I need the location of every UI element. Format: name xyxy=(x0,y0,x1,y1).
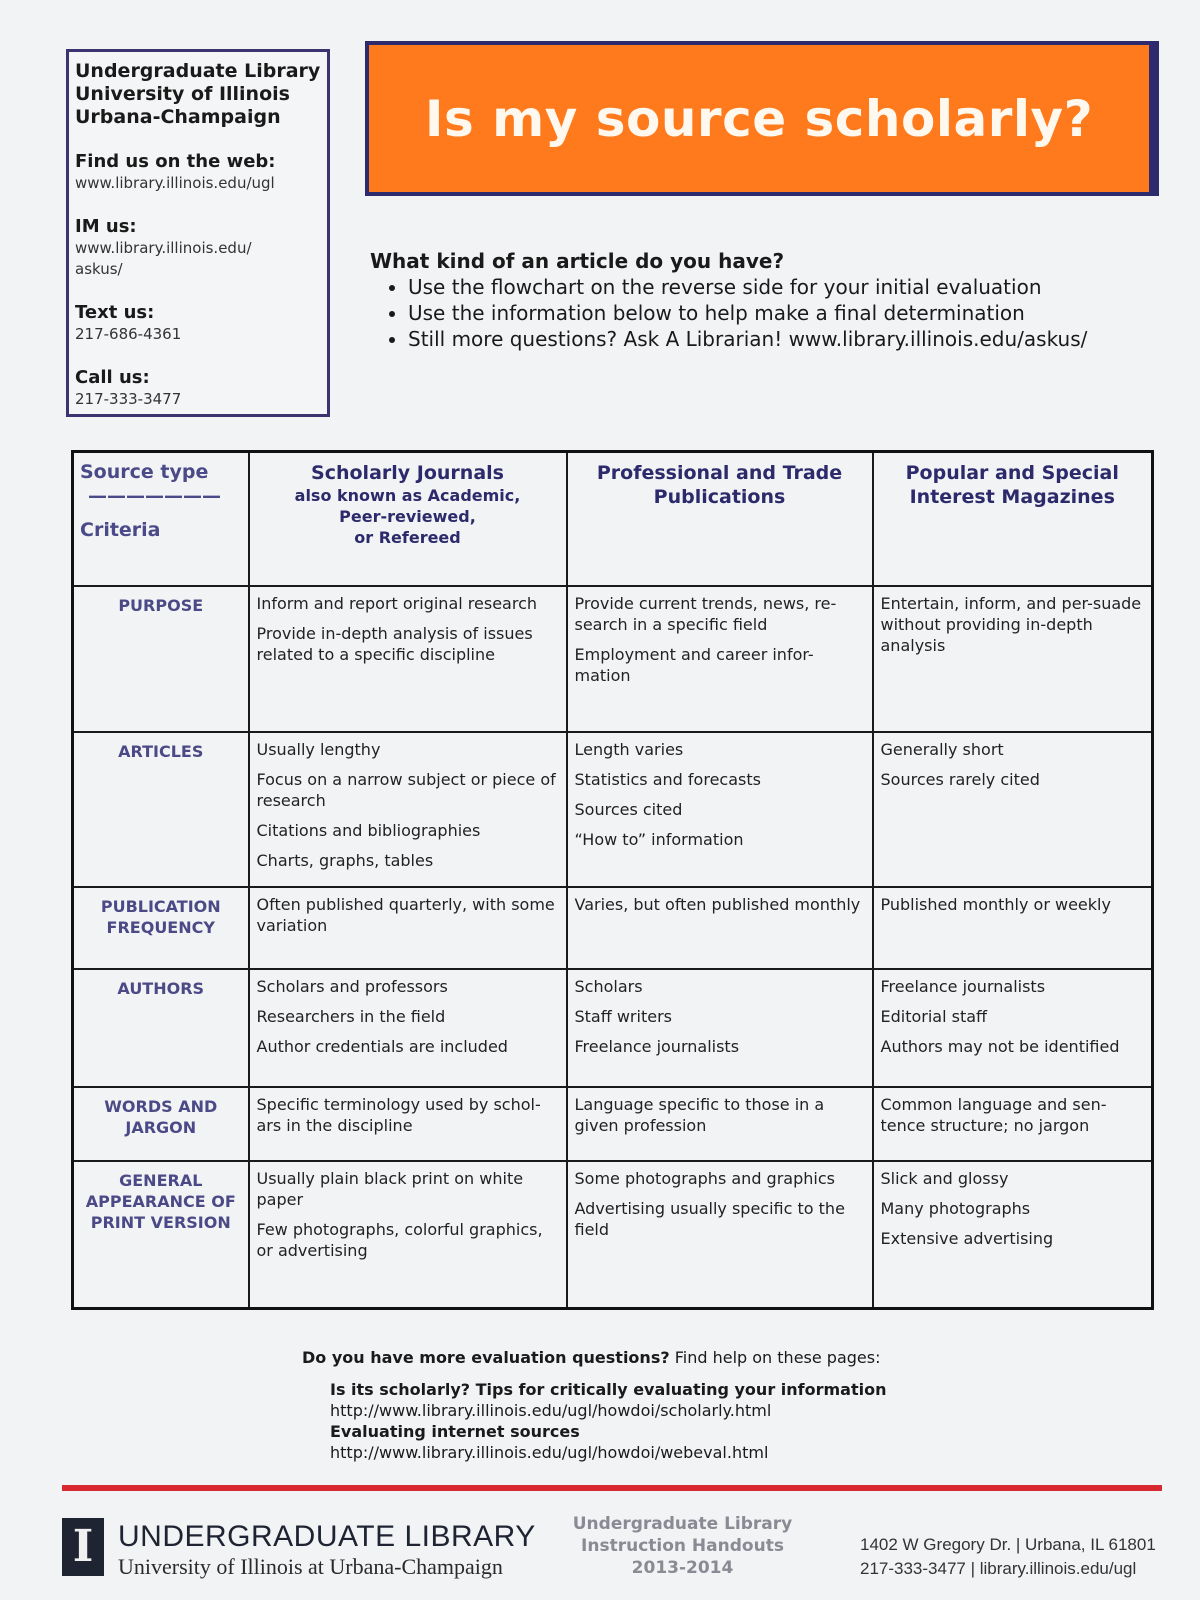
criteria-label-cell: WORDS AND JARGON xyxy=(73,1087,249,1161)
criteria-point: Varies, but often published monthly xyxy=(574,894,861,914)
criteria-cell xyxy=(567,732,873,887)
criteria-point: Language specific to those in a given profession xyxy=(574,1094,825,1135)
criteria-point: Inform and report original research xyxy=(256,593,537,613)
criteria-point: Staff writers xyxy=(574,1006,672,1026)
column-subtitle: or Refereed xyxy=(354,528,461,547)
criteria-point: Entertain, inform, and per-suade without providing in-depth analysis xyxy=(880,593,1142,655)
address-line: 1402 W Gregory Dr. | Urbana, IL 61801 xyxy=(860,1535,1156,1554)
intro-bullet: • Still more questions? Ask A Librarian! www.library.illinois.edu/askus/ xyxy=(408,326,1170,352)
corner-divider: ——————— xyxy=(88,485,221,507)
more-question: Do you have more evaluation questions? xyxy=(302,1348,670,1367)
criteria-cell xyxy=(249,1161,567,1309)
criteria-point: Published monthly or weekly xyxy=(880,894,1111,914)
criteria-cell xyxy=(567,1161,873,1309)
org-line: Urbana-Champaign xyxy=(75,106,281,128)
im-link[interactable] xyxy=(75,238,321,280)
table-row xyxy=(73,586,1153,732)
criteria-point: Common language and sen-tence structure; no jargon xyxy=(880,1094,1107,1135)
column-title: Scholarly Journals xyxy=(311,462,504,484)
criteria-label-cell: ARTICLES xyxy=(73,732,249,887)
web-link[interactable]: www.library.illinois.edu/ugl xyxy=(75,174,275,192)
criteria-cell xyxy=(873,732,1153,887)
criteria-point: Citations and bibliographies xyxy=(256,820,481,840)
criteria-label-cell: PURPOSE xyxy=(73,586,249,732)
criteria-point: “How to” information xyxy=(574,829,744,849)
criteria-cell xyxy=(249,969,567,1087)
help-link-title: Evaluating internet sources xyxy=(330,1422,580,1441)
criteria-point: Editorial staff xyxy=(880,1006,988,1026)
criteria-point: Generally short xyxy=(880,739,1004,759)
criteria-cell xyxy=(567,1087,873,1161)
footer-library-name: UNDERGRADUATE LIBRARY xyxy=(118,1520,536,1553)
org-line: University of Illinois xyxy=(75,83,290,105)
criteria-cell xyxy=(249,887,567,969)
criteria-point: Freelance journalists xyxy=(880,976,1046,996)
address-contact-line: 217-333-3477 | library.illinois.edu/ugl xyxy=(860,1559,1137,1578)
criteria-point: Provide in-depth analysis of issues related to a specific discipline xyxy=(256,623,533,664)
intro-question: What kind of an article do you have? xyxy=(370,249,785,273)
criteria-point: Specific terminology used by schol-ars in the discipline xyxy=(256,1094,541,1135)
title-banner xyxy=(365,41,1159,196)
criteria-point: Usually lengthy xyxy=(256,739,381,759)
footer-address xyxy=(860,1533,1156,1581)
more-questions xyxy=(302,1348,880,1367)
call-label: Call us: xyxy=(75,367,150,388)
intro-bullet: • Use the information below to help make a final determination xyxy=(408,300,1170,326)
table-row xyxy=(73,1087,1153,1161)
page-title: Is my source scholarly? xyxy=(424,89,1094,148)
criteria-cell xyxy=(873,1087,1153,1161)
criteria-point: Scholars and professors xyxy=(256,976,448,996)
criteria-point: Authors may not be identified xyxy=(880,1036,1120,1056)
criteria-cell xyxy=(873,586,1153,732)
criteria-label-cell: GENERAL APPEARANCE OF PRINT VERSION xyxy=(73,1161,249,1309)
im-label: IM us: xyxy=(75,216,137,237)
table-row xyxy=(73,1161,1153,1309)
handout-label xyxy=(560,1513,805,1579)
intro-list xyxy=(370,274,1170,352)
column-title: Popular and Special Interest Magazines xyxy=(905,462,1119,508)
handout-line: 2013-2014 xyxy=(631,1558,734,1578)
criteria-point: Scholars xyxy=(574,976,643,996)
criteria-point: Focus on a narrow subject or piece of research xyxy=(256,769,556,810)
text-label: Text us: xyxy=(75,302,155,323)
source-type-label: Source type xyxy=(80,461,209,483)
criteria-point: Often published quarterly, with some variation xyxy=(256,894,555,935)
column-header-scholarly xyxy=(249,452,567,586)
table-row xyxy=(73,887,1153,969)
help-link-title: Is its scholarly? Tips for critically evaluating your information xyxy=(330,1380,887,1399)
criteria-point: Advertising usually specific to the field xyxy=(574,1198,845,1239)
criteria-cell xyxy=(567,586,873,732)
column-header-professional xyxy=(567,452,873,586)
footer-university: University of Illinois at Urbana-Champaign xyxy=(118,1554,503,1579)
help-link-url[interactable]: http://www.library.illinois.edu/ugl/howdoi/webeval.html xyxy=(330,1443,769,1462)
web-label: Find us on the web: xyxy=(75,151,276,172)
table-row xyxy=(73,732,1153,887)
more-rest: Find help on these pages: xyxy=(674,1348,881,1367)
column-subtitle: also known as Academic, xyxy=(294,486,521,505)
criteria-point: Sources cited xyxy=(574,799,683,819)
org-line: Undergraduate Library xyxy=(75,60,321,82)
criteria-cell xyxy=(249,1087,567,1161)
intro-bullet: • Use the flowchart on the reverse side for your initial evaluation xyxy=(408,274,1170,300)
criteria-point: Few photographs, colorful graphics, or advertising xyxy=(256,1219,543,1260)
criteria-label-cell: AUTHORS xyxy=(73,969,249,1087)
handout-line: Undergraduate Library xyxy=(572,1514,793,1534)
column-subtitle: Peer-reviewed, xyxy=(339,507,476,526)
footer-divider xyxy=(62,1485,1162,1491)
criteria-point: Extensive advertising xyxy=(880,1228,1054,1248)
criteria-point: Employment and career infor-mation xyxy=(574,644,814,685)
corner-header xyxy=(73,452,249,586)
criteria-point: Usually plain black print on white paper xyxy=(256,1168,524,1209)
illinois-logo-icon: I xyxy=(62,1518,104,1576)
criteria-point: Provide current trends, news, re-search in a specific field xyxy=(574,593,837,634)
criteria-point: Researchers in the field xyxy=(256,1006,446,1026)
criteria-table xyxy=(71,450,1154,1310)
contact-box xyxy=(66,49,330,417)
criteria-point: Slick and glossy xyxy=(880,1168,1009,1188)
criteria-cell xyxy=(567,887,873,969)
criteria-cell xyxy=(873,1161,1153,1309)
help-link-url[interactable]: http://www.library.illinois.edu/ugl/howdoi/scholarly.html xyxy=(330,1401,772,1420)
criteria-cell xyxy=(873,969,1153,1087)
criteria-cell xyxy=(567,969,873,1087)
intro-section xyxy=(370,248,1170,352)
text-number: 217-686-4361 xyxy=(75,325,182,343)
help-links xyxy=(330,1379,886,1463)
criteria-point: Charts, graphs, tables xyxy=(256,850,434,870)
criteria-cell xyxy=(873,887,1153,969)
criteria-label-cell: PUBLICATION FREQUENCY xyxy=(73,887,249,969)
criteria-point: Sources rarely cited xyxy=(880,769,1040,789)
criteria-point: Length varies xyxy=(574,739,684,759)
table-row xyxy=(73,969,1153,1087)
criteria-cell xyxy=(249,732,567,887)
criteria-point: Many photographs xyxy=(880,1198,1031,1218)
criteria-point: Freelance journalists xyxy=(574,1036,740,1056)
column-title: Professional and Trade Publications xyxy=(596,462,843,508)
criteria-point: Statistics and forecasts xyxy=(574,769,761,789)
criteria-point: Author credentials are included xyxy=(256,1036,508,1056)
im-link-part: askus/ xyxy=(75,260,123,278)
handout-line: Instruction Handouts xyxy=(581,1536,784,1556)
criteria-label: Criteria xyxy=(80,519,161,541)
criteria-point: Some photographs and graphics xyxy=(574,1168,835,1188)
criteria-cell xyxy=(249,586,567,732)
im-link-part: www.library.illinois.edu/ xyxy=(75,239,252,257)
column-header-popular xyxy=(873,452,1153,586)
call-number: 217-333-3477 xyxy=(75,390,182,408)
